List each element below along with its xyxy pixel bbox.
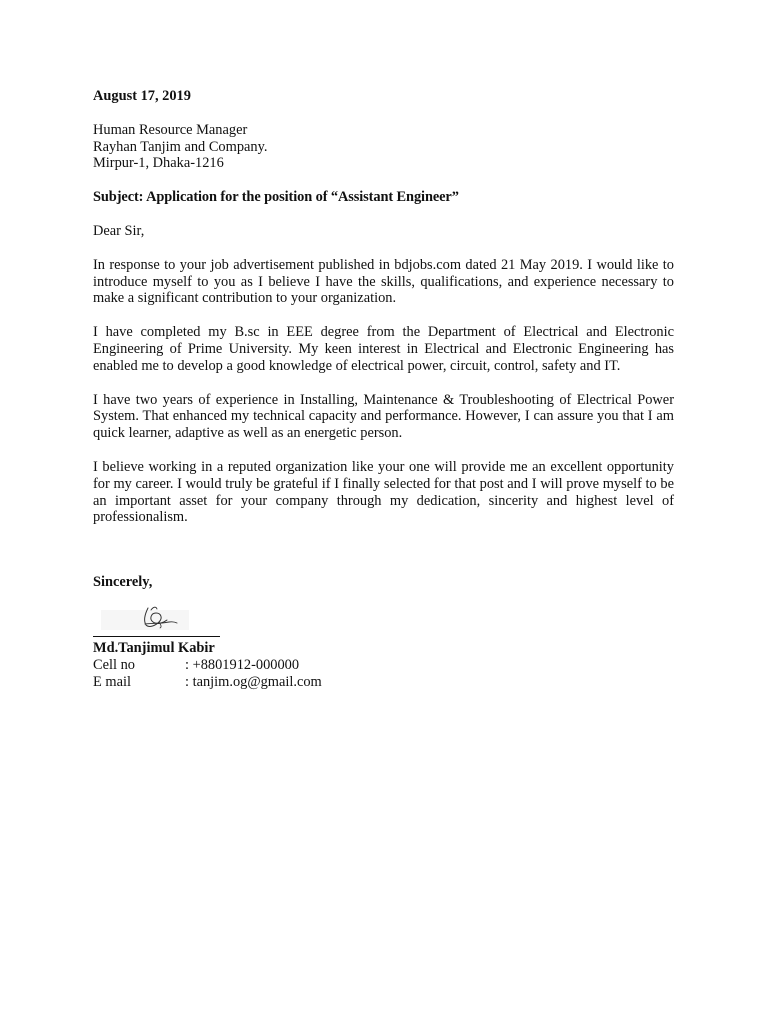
- email-value: : tanjim.og@gmail.com: [185, 673, 322, 690]
- signature-block: [93, 598, 221, 638]
- signer-name: Md.Tanjimul Kabir: [93, 640, 215, 656]
- letter-content: [93, 88, 674, 690]
- body-paragraph: In response to your job advertisement published in bdjobs.com dated 21 May 2019. I would like to introduce myself to you as I believe I have the skills, qualifications, and experience necessary to make a significant contribution to your organization.: [93, 256, 674, 307]
- salutation: Dear Sir,: [93, 222, 145, 239]
- letter-subject: Subject: Application for the position of “Assistant Engineer”: [93, 189, 459, 206]
- signer-details: [93, 640, 493, 690]
- cell-value: : +8801912-000000: [185, 656, 300, 673]
- email-label: E mail: [93, 673, 131, 690]
- body-paragraph: I believe working in a reputed organization like your one will provide me an excellent opportunity for my career. I would truly be grateful if I finally selected for that post and I will prove myself to be an important asset for your company through my dedication, sincerity and highest level of professionalism.: [93, 458, 674, 526]
- recipient-location: Mirpur-1, Dhaka-1216: [93, 155, 224, 172]
- signature-line: [93, 636, 220, 637]
- body-paragraph: I have completed my B.sc in EEE degree from the Department of Electrical and Electronic Engineering of Prime University. My keen interest in Electrical and Electronic Engineering has enabled me to develop a good knowledge of electrical power, circuit, control, safety and IT.: [93, 324, 674, 374]
- cell-row: [93, 657, 493, 674]
- letter-date: August 17, 2019: [93, 88, 191, 104]
- cell-label: Cell no: [93, 656, 135, 673]
- recipient-title: Human Resource Manager: [93, 121, 248, 138]
- closing: Sincerely,: [93, 574, 153, 590]
- body-paragraph: I have two years of experience in Installing, Maintenance & Troubleshooting of Electrical Power System. That enhanced my technical capacity and performance. However, I can assure you that I am quick learner, adaptive as well as an energetic person.: [93, 391, 674, 442]
- email-row: [93, 674, 493, 691]
- recipient-address: [93, 122, 674, 172]
- recipient-company: Rayhan Tanjim and Company.: [93, 138, 268, 155]
- handwritten-signature: [93, 598, 193, 634]
